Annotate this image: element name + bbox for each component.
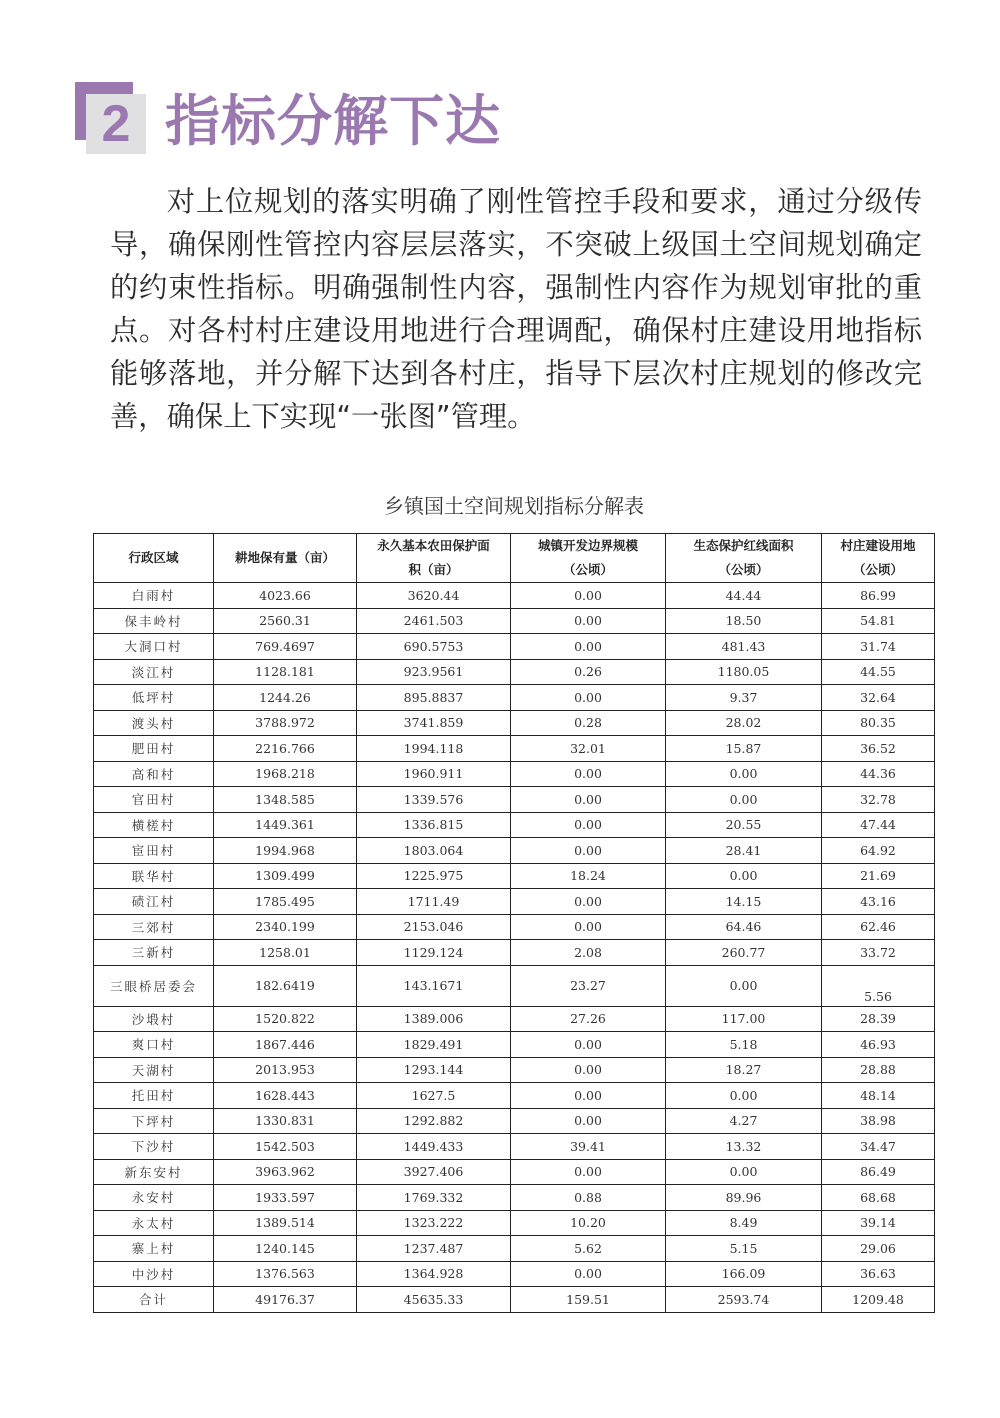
region-cell: 永太村 [94, 1210, 214, 1236]
basic-farmland-cell: 2461.503 [357, 608, 511, 634]
table-row [94, 1108, 935, 1134]
urban-boundary-cell: 0.00 [511, 1261, 666, 1287]
basic-farmland-cell: 3620.44 [357, 583, 511, 609]
region-cell: 保丰岭村 [94, 608, 214, 634]
basic-farmland-cell: 1711.49 [357, 889, 511, 915]
cultivated-land-cell: 1376.563 [214, 1261, 357, 1287]
cultivated-land-cell: 1968.218 [214, 761, 357, 787]
eco-redline-cell: 260.77 [666, 940, 822, 966]
eco-redline-cell: 0.00 [666, 761, 822, 787]
region-cell: 沙塅村 [94, 1006, 214, 1032]
table-row [94, 1006, 935, 1032]
cultivated-land-cell: 1240.145 [214, 1236, 357, 1262]
village-land-cell: 46.93 [822, 1032, 935, 1058]
urban-boundary-cell: 32.01 [511, 736, 666, 762]
urban-boundary-cell: 23.27 [511, 965, 666, 1006]
header-urban-boundary-line1: 城镇开发边界规模 [537, 538, 638, 553]
eco-redline-cell: 5.15 [666, 1236, 822, 1262]
village-land-cell: 86.49 [822, 1159, 935, 1185]
basic-farmland-cell: 1129.124 [357, 940, 511, 966]
region-cell: 三眼桥居委会 [94, 965, 214, 1006]
table-row [94, 1236, 935, 1262]
village-land-cell: 62.46 [822, 914, 935, 940]
eco-redline-cell: 89.96 [666, 1185, 822, 1211]
eco-redline-cell: 0.00 [666, 863, 822, 889]
urban-boundary-cell: 0.00 [511, 685, 666, 711]
eco-redline-cell: 1180.05 [666, 659, 822, 685]
village-land-cell: 34.47 [822, 1134, 935, 1160]
urban-boundary-cell: 0.26 [511, 659, 666, 685]
urban-boundary-cell: 10.20 [511, 1210, 666, 1236]
basic-farmland-cell: 1627.5 [357, 1083, 511, 1109]
urban-boundary-cell: 0.00 [511, 1108, 666, 1134]
village-land-cell: 47.44 [822, 812, 935, 838]
village-land-cell: 44.36 [822, 761, 935, 787]
urban-boundary-cell: 0.00 [511, 1057, 666, 1083]
cultivated-land-cell: 3963.962 [214, 1159, 357, 1185]
cultivated-land-cell: 1309.499 [214, 863, 357, 889]
cultivated-land-cell: 1244.26 [214, 685, 357, 711]
basic-farmland-cell: 1237.487 [357, 1236, 511, 1262]
eco-redline-cell: 64.46 [666, 914, 822, 940]
urban-boundary-cell: 27.26 [511, 1006, 666, 1032]
header-village-construction-land [822, 534, 935, 583]
basic-farmland-cell: 1769.332 [357, 1185, 511, 1211]
header-urban-boundary-line2: （公顷） [562, 562, 613, 577]
eco-redline-cell: 0.00 [666, 1083, 822, 1109]
region-cell: 爽口村 [94, 1032, 214, 1058]
urban-boundary-cell: 0.28 [511, 710, 666, 736]
total-cell: 159.51 [511, 1287, 666, 1313]
region-cell: 宦田村 [94, 838, 214, 864]
village-land-cell: 32.78 [822, 787, 935, 813]
region-cell: 新东安村 [94, 1159, 214, 1185]
village-land-cell: 28.39 [822, 1006, 935, 1032]
table-row [94, 1261, 935, 1287]
basic-farmland-cell: 1389.006 [357, 1006, 511, 1032]
cultivated-land-cell: 1867.446 [214, 1032, 357, 1058]
table-row [94, 1134, 935, 1160]
table-row [94, 634, 935, 660]
cultivated-land-cell: 1994.968 [214, 838, 357, 864]
region-cell: 三新村 [94, 940, 214, 966]
basic-farmland-cell: 3741.859 [357, 710, 511, 736]
eco-redline-cell: 8.49 [666, 1210, 822, 1236]
village-land-cell: 43.16 [822, 889, 935, 915]
village-land-cell: 54.81 [822, 608, 935, 634]
region-cell: 低坪村 [94, 685, 214, 711]
eco-redline-cell: 117.00 [666, 1006, 822, 1032]
cultivated-land-cell: 1348.585 [214, 787, 357, 813]
village-land-cell: 39.14 [822, 1210, 935, 1236]
cultivated-land-cell: 182.6419 [214, 965, 357, 1006]
eco-redline-cell: 15.87 [666, 736, 822, 762]
village-land-cell: 64.92 [822, 838, 935, 864]
table-row [94, 863, 935, 889]
region-cell: 碛江村 [94, 889, 214, 915]
region-cell: 永安村 [94, 1185, 214, 1211]
basic-farmland-cell: 1994.118 [357, 736, 511, 762]
eco-redline-cell: 0.00 [666, 965, 822, 1006]
village-land-cell: 36.52 [822, 736, 935, 762]
table-row [94, 1210, 935, 1236]
village-land-cell: 68.68 [822, 1185, 935, 1211]
cultivated-land-cell: 1258.01 [214, 940, 357, 966]
basic-farmland-cell: 1829.491 [357, 1032, 511, 1058]
cultivated-land-cell: 1520.822 [214, 1006, 357, 1032]
table-row [94, 583, 935, 609]
village-land-cell: 36.63 [822, 1261, 935, 1287]
eco-redline-cell: 28.02 [666, 710, 822, 736]
village-land-cell: 31.74 [822, 634, 935, 660]
table-row [94, 736, 935, 762]
eco-redline-cell: 4.27 [666, 1108, 822, 1134]
eco-redline-cell: 166.09 [666, 1261, 822, 1287]
basic-farmland-cell: 1803.064 [357, 838, 511, 864]
header-eco-redline-line2: （公顷） [718, 562, 769, 577]
header-cultivated-land-label: 耕地保有量（亩） [234, 550, 335, 565]
eco-redline-cell: 13.32 [666, 1134, 822, 1160]
urban-boundary-cell: 0.00 [511, 812, 666, 838]
eco-redline-cell: 0.00 [666, 787, 822, 813]
region-cell: 大洞口村 [94, 634, 214, 660]
urban-boundary-cell: 0.00 [511, 608, 666, 634]
table-row [94, 761, 935, 787]
village-land-cell: 86.99 [822, 583, 935, 609]
eco-redline-cell: 44.44 [666, 583, 822, 609]
header-basic-farmland-line2: 积（亩） [408, 562, 459, 577]
table-row [94, 1083, 935, 1109]
urban-boundary-cell: 0.00 [511, 1032, 666, 1058]
table-row [94, 1185, 935, 1211]
eco-redline-cell: 9.37 [666, 685, 822, 711]
cultivated-land-cell: 2340.199 [214, 914, 357, 940]
cultivated-land-cell: 1933.597 [214, 1185, 357, 1211]
section-heading [75, 82, 675, 157]
urban-boundary-cell: 0.00 [511, 761, 666, 787]
cultivated-land-cell: 2013.953 [214, 1057, 357, 1083]
village-land-cell: 80.35 [822, 710, 935, 736]
region-cell: 中沙村 [94, 1261, 214, 1287]
total-cell: 2593.74 [666, 1287, 822, 1313]
urban-boundary-cell: 0.00 [511, 1159, 666, 1185]
table-row [94, 1032, 935, 1058]
table-row [94, 838, 935, 864]
cultivated-land-cell: 1449.361 [214, 812, 357, 838]
cultivated-land-cell: 2560.31 [214, 608, 357, 634]
basic-farmland-cell: 895.8837 [357, 685, 511, 711]
basic-farmland-cell: 2153.046 [357, 914, 511, 940]
basic-farmland-cell: 3927.406 [357, 1159, 511, 1185]
table-row [94, 1057, 935, 1083]
table-row [94, 608, 935, 634]
basic-farmland-cell: 1292.882 [357, 1108, 511, 1134]
urban-boundary-cell: 39.41 [511, 1134, 666, 1160]
table-header-row [94, 534, 935, 583]
village-land-cell: 28.88 [822, 1057, 935, 1083]
village-land-cell: 48.14 [822, 1083, 935, 1109]
region-cell: 官田村 [94, 787, 214, 813]
cultivated-land-cell: 1785.495 [214, 889, 357, 915]
region-cell: 白雨村 [94, 583, 214, 609]
total-cell: 1209.48 [822, 1287, 935, 1313]
urban-boundary-cell: 0.00 [511, 1083, 666, 1109]
table-total-row [94, 1287, 935, 1313]
region-cell: 寨上村 [94, 1236, 214, 1262]
cultivated-land-cell: 1128.181 [214, 659, 357, 685]
urban-boundary-cell: 0.00 [511, 914, 666, 940]
cultivated-land-cell: 1542.503 [214, 1134, 357, 1160]
table-row [94, 787, 935, 813]
cultivated-land-cell: 4023.66 [214, 583, 357, 609]
village-land-cell: 32.64 [822, 685, 935, 711]
basic-farmland-cell: 1225.975 [357, 863, 511, 889]
basic-farmland-cell: 1323.222 [357, 1210, 511, 1236]
village-land-cell: 5.56 [822, 965, 935, 1006]
cultivated-land-cell: 2216.766 [214, 736, 357, 762]
table-row [94, 1159, 935, 1185]
basic-farmland-cell: 1364.928 [357, 1261, 511, 1287]
village-land-cell: 44.55 [822, 659, 935, 685]
cultivated-land-cell: 1389.514 [214, 1210, 357, 1236]
basic-farmland-cell: 923.9561 [357, 659, 511, 685]
region-cell: 下坪村 [94, 1108, 214, 1134]
region-cell: 渡头村 [94, 710, 214, 736]
header-village-land-line2: （公顷） [852, 562, 903, 577]
eco-redline-cell: 18.27 [666, 1057, 822, 1083]
total-label: 合计 [94, 1287, 214, 1313]
urban-boundary-cell: 5.62 [511, 1236, 666, 1262]
header-basic-farmland-line1: 永久基本农田保护面 [377, 538, 490, 553]
urban-boundary-cell: 0.00 [511, 583, 666, 609]
urban-boundary-cell: 0.00 [511, 838, 666, 864]
region-cell: 联华村 [94, 863, 214, 889]
cultivated-land-cell: 769.4697 [214, 634, 357, 660]
header-basic-farmland [357, 534, 511, 583]
village-land-cell: 33.72 [822, 940, 935, 966]
urban-boundary-cell: 0.00 [511, 787, 666, 813]
region-cell: 淡江村 [94, 659, 214, 685]
table-row [94, 659, 935, 685]
header-region [94, 534, 214, 583]
header-urban-boundary [511, 534, 666, 583]
eco-redline-cell: 14.15 [666, 889, 822, 915]
table-row [94, 685, 935, 711]
table-row [94, 940, 935, 966]
eco-redline-cell: 20.55 [666, 812, 822, 838]
cultivated-land-cell: 3788.972 [214, 710, 357, 736]
cultivated-land-cell: 1330.831 [214, 1108, 357, 1134]
basic-farmland-cell: 690.5753 [357, 634, 511, 660]
eco-redline-cell: 481.43 [666, 634, 822, 660]
region-cell: 三郊村 [94, 914, 214, 940]
urban-boundary-cell: 0.88 [511, 1185, 666, 1211]
eco-redline-cell: 0.00 [666, 1159, 822, 1185]
table-row [94, 889, 935, 915]
indicator-table [93, 533, 935, 1313]
header-cultivated-land [214, 534, 357, 583]
section-number: 2 [86, 94, 146, 154]
region-cell: 下沙村 [94, 1134, 214, 1160]
header-eco-redline-line1: 生态保护红线面积 [693, 538, 794, 553]
cultivated-land-cell: 1628.443 [214, 1083, 357, 1109]
region-cell: 横槎村 [94, 812, 214, 838]
basic-farmland-cell: 143.1671 [357, 965, 511, 1006]
table-row [94, 710, 935, 736]
village-land-cell: 38.98 [822, 1108, 935, 1134]
basic-farmland-cell: 1293.144 [357, 1057, 511, 1083]
header-village-land-line1: 村庄建设用地 [840, 538, 916, 553]
table-caption: 乡镇国土空间规划指标分解表 [384, 494, 644, 518]
eco-redline-cell: 5.18 [666, 1032, 822, 1058]
urban-boundary-cell: 2.08 [511, 940, 666, 966]
basic-farmland-cell: 1336.815 [357, 812, 511, 838]
region-cell: 托田村 [94, 1083, 214, 1109]
body-paragraph-text: 对上位规划的落实明确了刚性管控手段和要求，通过分级传导，确保刚性管控内容层层落实，不突破上级国土空间规划确定的约束性指标。明确强制性内容，强制性内容作为规划审批的重点。对各村村庄建设用地进行合理调配，确保村庄建设用地指标能够落地，并分解下达到各村庄，指导下层次村庄规划的修改完善，确保上下实现“一张图”管理。 [110, 185, 922, 433]
basic-farmland-cell: 1449.433 [357, 1134, 511, 1160]
region-cell: 高和村 [94, 761, 214, 787]
section-title: 指标分解下达 [165, 89, 502, 153]
eco-redline-cell: 28.41 [666, 838, 822, 864]
header-eco-redline [666, 534, 822, 583]
region-cell: 天湖村 [94, 1057, 214, 1083]
urban-boundary-cell: 18.24 [511, 863, 666, 889]
urban-boundary-cell: 0.00 [511, 889, 666, 915]
body-paragraph [110, 180, 922, 438]
table-row [94, 812, 935, 838]
total-cell: 45635.33 [357, 1287, 511, 1313]
table-row [94, 965, 935, 1006]
urban-boundary-cell: 0.00 [511, 634, 666, 660]
village-land-cell: 29.06 [822, 1236, 935, 1262]
table-row [94, 914, 935, 940]
header-region-label: 行政区域 [128, 550, 179, 565]
table-body [94, 583, 935, 1287]
basic-farmland-cell: 1339.576 [357, 787, 511, 813]
village-land-cell: 21.69 [822, 863, 935, 889]
total-cell: 49176.37 [214, 1287, 357, 1313]
region-cell: 肥田村 [94, 736, 214, 762]
basic-farmland-cell: 1960.911 [357, 761, 511, 787]
eco-redline-cell: 18.50 [666, 608, 822, 634]
